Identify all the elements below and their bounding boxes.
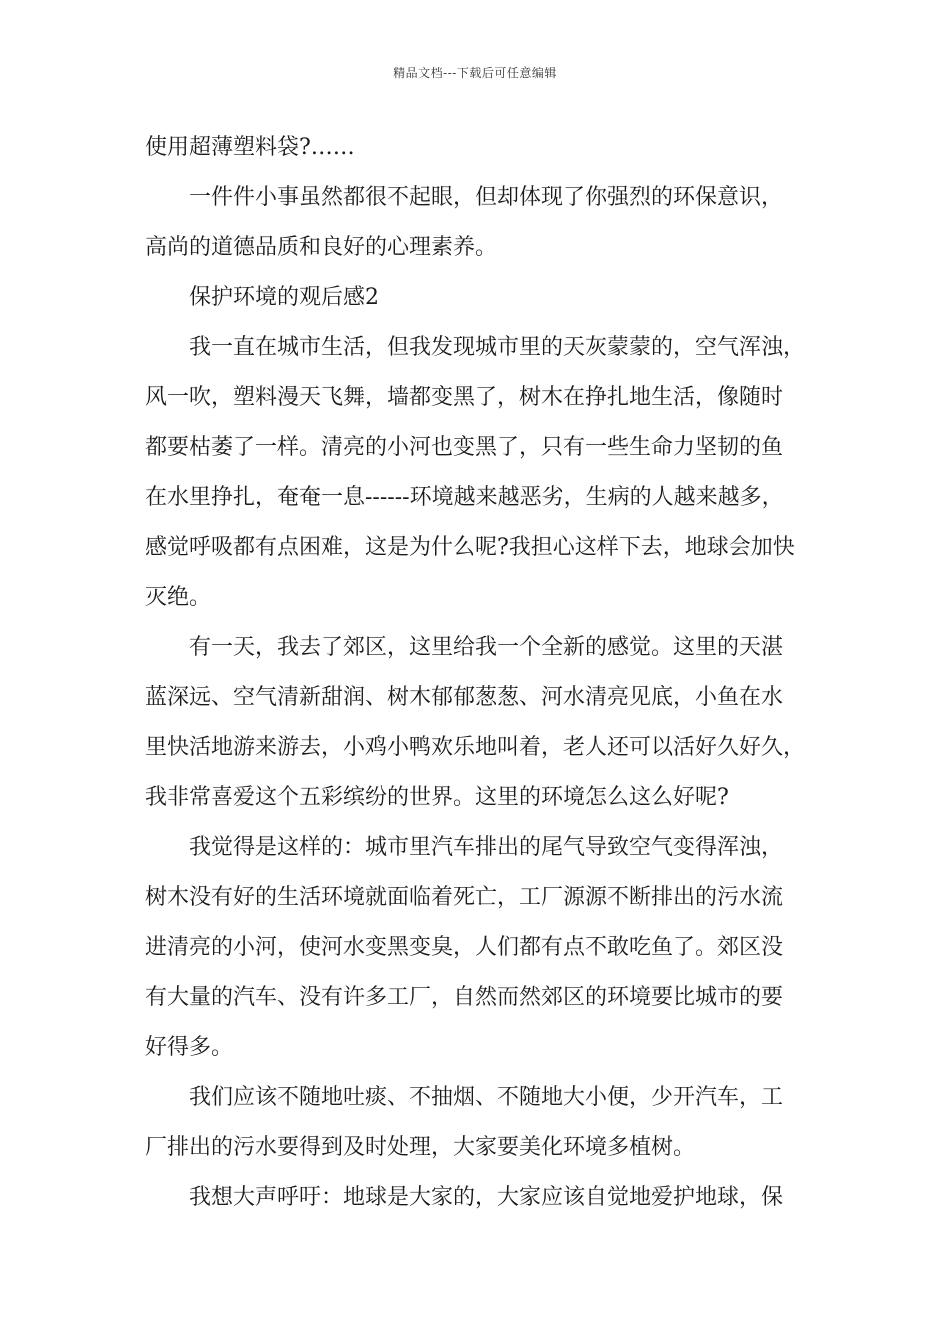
text-line: 厂排出的污水要得到及时处理，大家要美化环境多植树。 [145, 1135, 696, 1160]
paragraph-start: 我一直在城市生活，但我发现城市里的天灰蒙蒙的，空气浑浊， [189, 335, 806, 360]
text-line: 灭绝。 [145, 585, 212, 610]
paragraph-start: 我想大声呼吁：地球是大家的，大家应该自觉地爱护地球，保 [189, 1185, 784, 1210]
text-line: 进清亮的小河，使河水变黑变臭，人们都有点不敢吃鱼了。郊区没 [145, 935, 784, 960]
text-line: 我非常喜爱这个五彩缤纷的世界。这里的环境怎么这么好呢? [145, 785, 729, 810]
text-line: 都要枯萎了一样。清亮的小河也变黑了，只有一些生命力坚韧的鱼 [145, 435, 784, 460]
text-line: 在水里挣扎，奄奄一息------环境越来越恶劣，生病的人越来越多， [145, 485, 784, 510]
paragraph-start: 有一天，我去了郊区，这里给我一个全新的感觉。这里的天湛 [189, 635, 784, 660]
text-line: 高尚的道德品质和良好的心理素养。 [145, 235, 498, 260]
paragraph-start: 我觉得是这样的：城市里汽车排出的尾气导致空气变得浑浊， [189, 835, 784, 860]
text-line: 使用超薄塑料袋?…… [145, 135, 355, 160]
text-line: 树木没有好的生活环境就面临着死亡，工厂源源不断排出的污水流 [145, 885, 784, 910]
text-line: 好得多。 [145, 1035, 234, 1060]
page-header: 精品文档---下载后可任意编辑 [393, 66, 557, 80]
text-line: 里快活地游来游去，小鸡小鸭欢乐地叫着，老人还可以活好久好久， [145, 735, 806, 760]
paragraph-start: 一件件小事虽然都很不起眼，但却体现了你强烈的环保意识， [189, 185, 784, 210]
section-title: 保护环境的观后感2 [189, 285, 379, 310]
paragraph-start: 我们应该不随地吐痰、不抽烟、不随地大小便，少开汽车，工 [189, 1085, 784, 1110]
text-line: 风一吹，塑料漫天飞舞，墙都变黑了，树木在挣扎地生活，像随时 [145, 385, 784, 410]
document-body [145, 130, 810, 1230]
text-line: 蓝深远、空气清新甜润、树木郁郁葱葱、河水清亮见底，小鱼在水 [145, 685, 784, 710]
text-line: 有大量的汽车、没有许多工厂，自然而然郊区的环境要比城市的要 [145, 985, 784, 1010]
text-line: 感觉呼吸都有点困难，这是为什么呢?我担心这样下去，地球会加快 [145, 535, 795, 560]
